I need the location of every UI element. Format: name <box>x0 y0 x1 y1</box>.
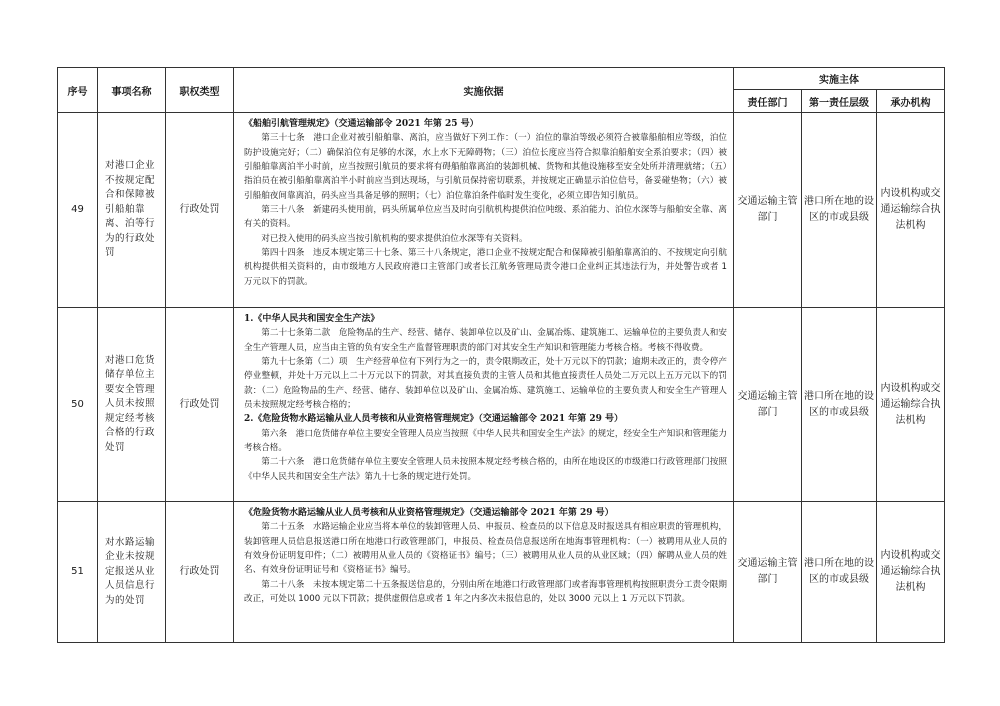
cell-type: 行政处罚 <box>166 308 234 502</box>
cell-dept: 交通运输主管部门 <box>734 502 802 643</box>
cell-dept: 交通运输主管部门 <box>734 113 802 308</box>
regulation-title: 1.《中华人民共和国安全生产法》 <box>244 314 380 324</box>
enforcement-table <box>57 67 945 643</box>
header-type: 职权类型 <box>166 68 234 113</box>
table-row <box>58 113 945 308</box>
regulation-clause: 第二十六条 港口危货储存单位主要安全管理人员未按照本规定经考核合格的，由所在地设区的市级港口行政管理部门按照《中华人民共和国安全生产法》第九十七条的规定进行处罚。 <box>244 457 727 482</box>
regulation-clause: 对已投入使用的码头应当按引航机构的要求提供泊位水深等有关资料。 <box>261 233 528 244</box>
regulation-clause: 第九十七条第（二）项 生产经营单位有下列行为之一的，责令限期改正，处十万元以下的罚款；逾期未改正的，责令停产停业整顿，并处十万元以上二十万元以下的罚款，对其直接负责的主管人员和其他直接责任人员处二万元以上五万元以下的罚款：（二）危险物品的生产、经营、储存、装卸单位以及矿山、金属冶炼、建筑施工、运输单位的主要负责人和安全生产管理人员未按照规定经考核合格的； <box>244 357 727 411</box>
table-row <box>58 308 945 502</box>
regulation-clause: 第二十七条第二款 危险物品的生产、经营、储存、装卸单位以及矿山、金属冶炼、建筑施工、运输单位的主要负责人和安全生产管理人员，应当由主管的负有安全生产监督管理职责的部门对其安全生产知识和管理能力考核合格。考核不得收费。 <box>244 328 727 353</box>
regulation-clause: 第三十八条 新建码头使用前，码头所属单位应当及时向引航机构提供泊位吨级、系泊能力、泊位水深等与船舶安全靠、离有关的资料。 <box>244 205 727 230</box>
header-seq: 序号 <box>58 68 98 113</box>
regulation-clause: 第三十七条 港口企业对被引船舶靠、离泊，应当做好下列工作：（一）泊位的靠泊等级必须符合被靠船舶相应等级，泊位防护设施完好；（二）确保泊位有足够的水深，水上水下无障碍物；（三）泊位长度应当符合拟靠泊船舶安全系泊要求；（四）被引船舶靠离泊半小时前，应当按照引航员的要求将有碍船舶靠离泊的装卸机械、货物和其他设施移至安全处所并清理就绪；（五）指泊员在被引船舶靠离泊半小时前应当到达现场，与引航员保持密切联系，并按规定正确显示泊位信号，备妥碰垫物；（六）被引船舶夜间靠离泊，码头应当具备足够的照明；（七）泊位靠泊条件临时发生变化，必须立即告知引航员。 <box>244 133 727 201</box>
header-basis: 实施依据 <box>234 68 734 113</box>
cell-name: 对港口企业不按规定配合和保障被引船舶靠离、泊等行为的行政处罚 <box>98 113 166 308</box>
cell-basis <box>234 502 734 643</box>
regulation-title: 《船舶引航管理规定》（交通运输部令 2021 年第 25 号） <box>244 119 479 129</box>
header-name: 事项名称 <box>98 68 166 113</box>
cell-basis <box>234 113 734 308</box>
cell-seq: 49 <box>58 113 98 308</box>
cell-seq: 50 <box>58 308 98 502</box>
cell-basis <box>234 308 734 502</box>
header-entity: 实施主体 <box>734 68 945 90</box>
header-org: 承办机构 <box>877 90 945 113</box>
regulation-clause: 第二十五条 水路运输企业应当将本单位的装卸管理人员、申报员、检查员的以下信息及时报送具有相应职责的管理机构，装卸管理人员信息报送港口所在地港口行政管理部门，申报员、检查员信息报送所在地海事管理机构：（一）被聘用从业人员的有效身份证明复印件；（二）被聘用从业人员的《资格证书》编号；（三）被聘用从业人员的从业区域；（四）解聘从业人员的姓名、有效身份证明证号和《资格证书》编号。 <box>244 522 727 576</box>
cell-type: 行政处罚 <box>166 502 234 643</box>
cell-name: 对港口危货储存单位主要安全管理人员未按照规定经考核合格的行政处罚 <box>98 308 166 502</box>
header-level: 第一责任层级 <box>802 90 877 113</box>
cell-level: 港口所在地的设区的市或县级 <box>802 502 877 643</box>
regulation-title: 2.《危险货物水路运输从业人员考核和从业资格管理规定》（交通运输部令 2021 年第 29 号） <box>244 414 624 425</box>
cell-dept: 交通运输主管部门 <box>734 308 802 502</box>
regulation-clause: 第六条 港口危货储存单位主要安全管理人员应当按照《中华人民共和国安全生产法》的规定，经安全生产知识和管理能力考核合格。 <box>244 428 727 454</box>
cell-level: 港口所在地的设区的市或县级 <box>802 308 877 502</box>
cell-org: 内设机构或交通运输综合执法机构 <box>877 113 945 308</box>
cell-org: 内设机构或交通运输综合执法机构 <box>877 308 945 502</box>
cell-org: 内设机构或交通运输综合执法机构 <box>877 502 945 643</box>
regulation-clause: 第二十八条 未按本规定第二十五条报送信息的，分别由所在地港口行政管理部门或者海事管理机构按照职责分工责令限期改正，可处以 1000 元以下罚款；提供虚假信息或者 1 年之内多次未报信息的，处以 3000 元以上 1 万元以下罚款。 <box>244 579 727 605</box>
cell-type: 行政处罚 <box>166 113 234 308</box>
regulation-title: 《危险货物水路运输从业人员考核和从业资格管理规定》（交通运输部令 2021 年第 29 号） <box>244 508 614 518</box>
cell-name: 对水路运输企业未按规定报送从业人员信息行为的处罚 <box>98 502 166 643</box>
cell-seq: 51 <box>58 502 98 643</box>
header-dept: 责任部门 <box>734 90 802 113</box>
cell-level: 港口所在地的设区的市或县级 <box>802 113 877 308</box>
table-row <box>58 502 945 643</box>
regulation-clause: 第四十四条 违反本规定第三十七条、第三十八条规定，港口企业不按规定配合和保障被引船舶靠离泊的、不按规定向引航机构提供相关资料的，由市级地方人民政府港口主管部门或者长江航务管理局责令港口企业纠正其违法行为，并处警告或者 1 万元以下的罚款。 <box>244 248 727 287</box>
